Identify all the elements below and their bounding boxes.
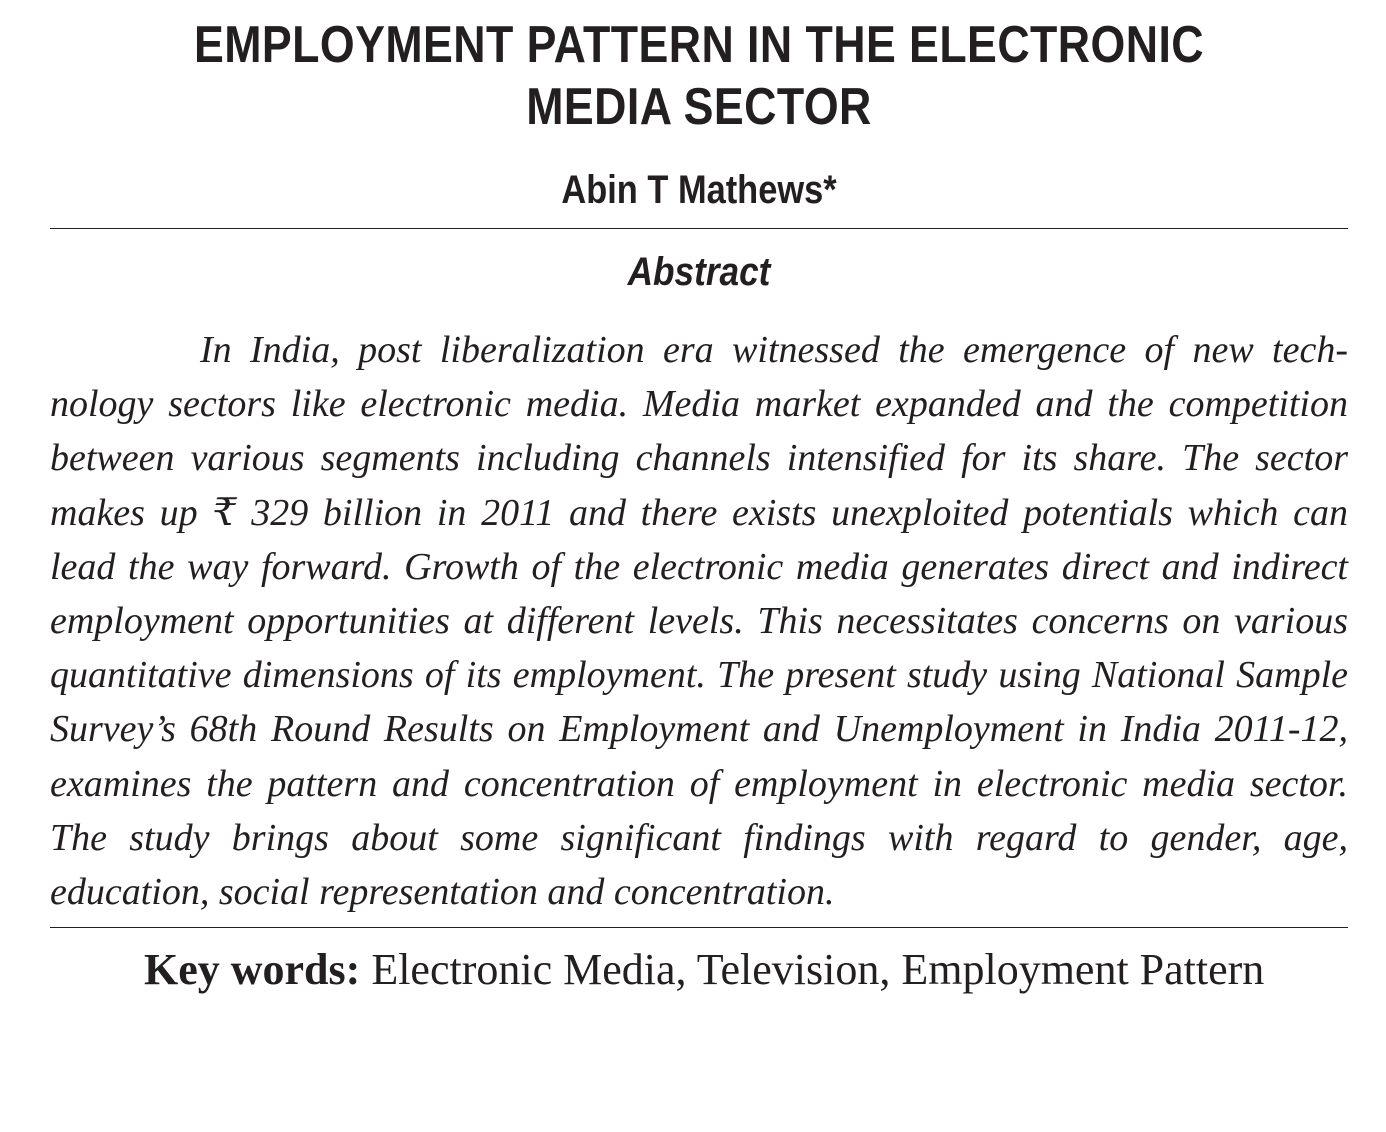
keywords-text: Electronic Media, Television, Employment Pattern [371,945,1265,995]
top-divider [50,228,1348,229]
paper-title: EMPLOYMENT PATTERN IN THE ELECTRONIC MEDIA SECTOR [193,16,1205,136]
author-name: Abin T Mathews* [561,168,837,212]
paper-page [50,0,1348,1042]
abstract-heading: Abstract [627,250,771,294]
keywords-label: Key words: [144,945,361,995]
abstract-text: In India, post liberalization era witnessed the emergence of new technology sectors like electronic media. Media market expanded and the competition between various segments including channels intensified for its share. The sector makes up ₹ 329 billion in 2011 and there exists unexploited potentials which can lead the way forward. Growth of the electronic media generates direct and indirect employment opportunities at different levels. This necessitates concerns on various quantitative dimensions of its employment. The present study using National Sample Survey’s 68th Round Results on Employment and Unemployment in India 2011-12, examines the pattern and concentration of employment in electronic media sector. The study brings about some significant findings with regard to gender, age, education, social representation and concentration. [50,329,1348,914]
bottom-divider [50,927,1348,928]
keywords-line [50,942,1348,998]
